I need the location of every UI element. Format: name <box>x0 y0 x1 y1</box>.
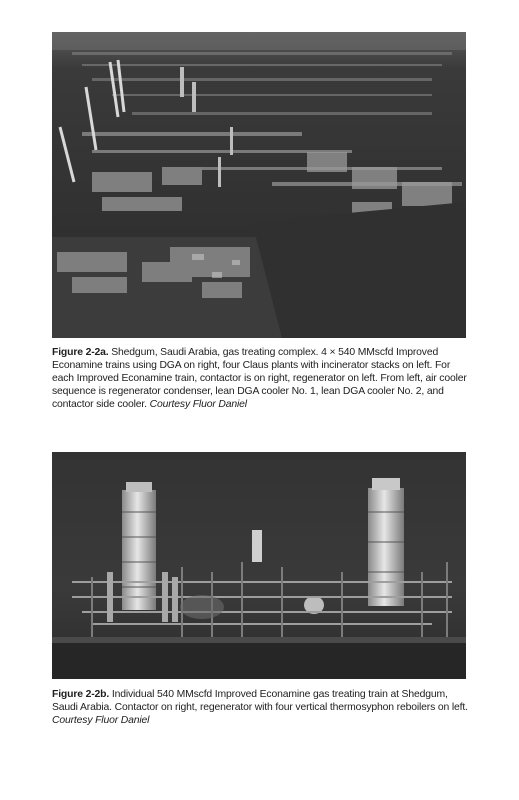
figure-2-2a-caption <box>52 346 472 411</box>
figure-2-2a-photo <box>52 32 466 338</box>
figure-2-2b-label: Figure 2-2b. <box>52 689 110 700</box>
figure-2-2a-credit: Courtesy Fluor Daniel <box>149 399 247 410</box>
figure-2-2a-label: Figure 2-2a. <box>52 347 109 358</box>
figure-2-2b-photo <box>52 452 466 679</box>
figure-2-2a-text: Shedgum, Saudi Arabia, gas treating complex. 4 × 540 MMscfd Improved Econamine trains using DGA on right, four Claus plants with incinerator stacks on left. For each Improved Econamine train, contactor is on right, regenerator on left. From left, air cooler sequence is regenerator condenser, lean DGA cooler No. 1, lean DGA cooler No. 2, and contactor side cooler. <box>52 347 467 410</box>
figure-2-2b-caption <box>52 688 472 727</box>
figure-2-2b-text: Individual 540 MMscfd Improved Econamine gas treating train at Shedgum, Saudi Arabia. Contactor on right, regenerator with four vertical thermosyphon reboilers on left. <box>52 689 468 713</box>
figure-2-2b-credit: Courtesy Fluor Daniel <box>52 715 150 726</box>
